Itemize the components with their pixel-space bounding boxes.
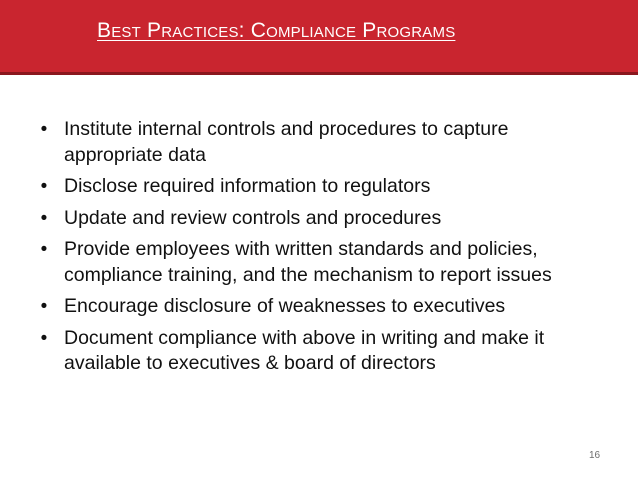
bullet-item-2 (36, 174, 606, 200)
title-band (0, 0, 638, 72)
bullet-dot-icon: • (40, 207, 48, 229)
slide-title: Best Practices: Compliance Programs (97, 19, 456, 42)
bullet-dot-icon: • (40, 327, 48, 349)
bullet-dot-icon: • (40, 296, 48, 317)
page-number: 16 (589, 450, 601, 461)
bullet-dot-icon: • (40, 119, 48, 140)
bullet-item-1 (36, 117, 606, 168)
bullet-item-5 (36, 294, 606, 320)
bullet-item-6 (36, 326, 606, 377)
bullet-item-3 (36, 206, 606, 232)
bullet-text-2: Disclose required information to regulators (64, 175, 431, 197)
bullet-text-1: Institute internal controls and procedures to capture appropriate data (64, 118, 509, 166)
bullet-item-4 (36, 237, 606, 288)
bullet-text-6: Document compliance with above in writing and make it available to executives & board of directors (64, 326, 545, 374)
bullet-list (36, 117, 606, 383)
bullet-text-3: Update and review controls and procedures (64, 206, 442, 229)
bullet-text-5: Encourage disclosure of weaknesses to executives (64, 295, 506, 317)
bullet-dot-icon: • (40, 176, 48, 197)
bullet-dot-icon: • (40, 239, 48, 260)
bullet-text-4: Provide employees with written standards and policies, compliance training, and the mechanism to report issues (64, 238, 552, 286)
